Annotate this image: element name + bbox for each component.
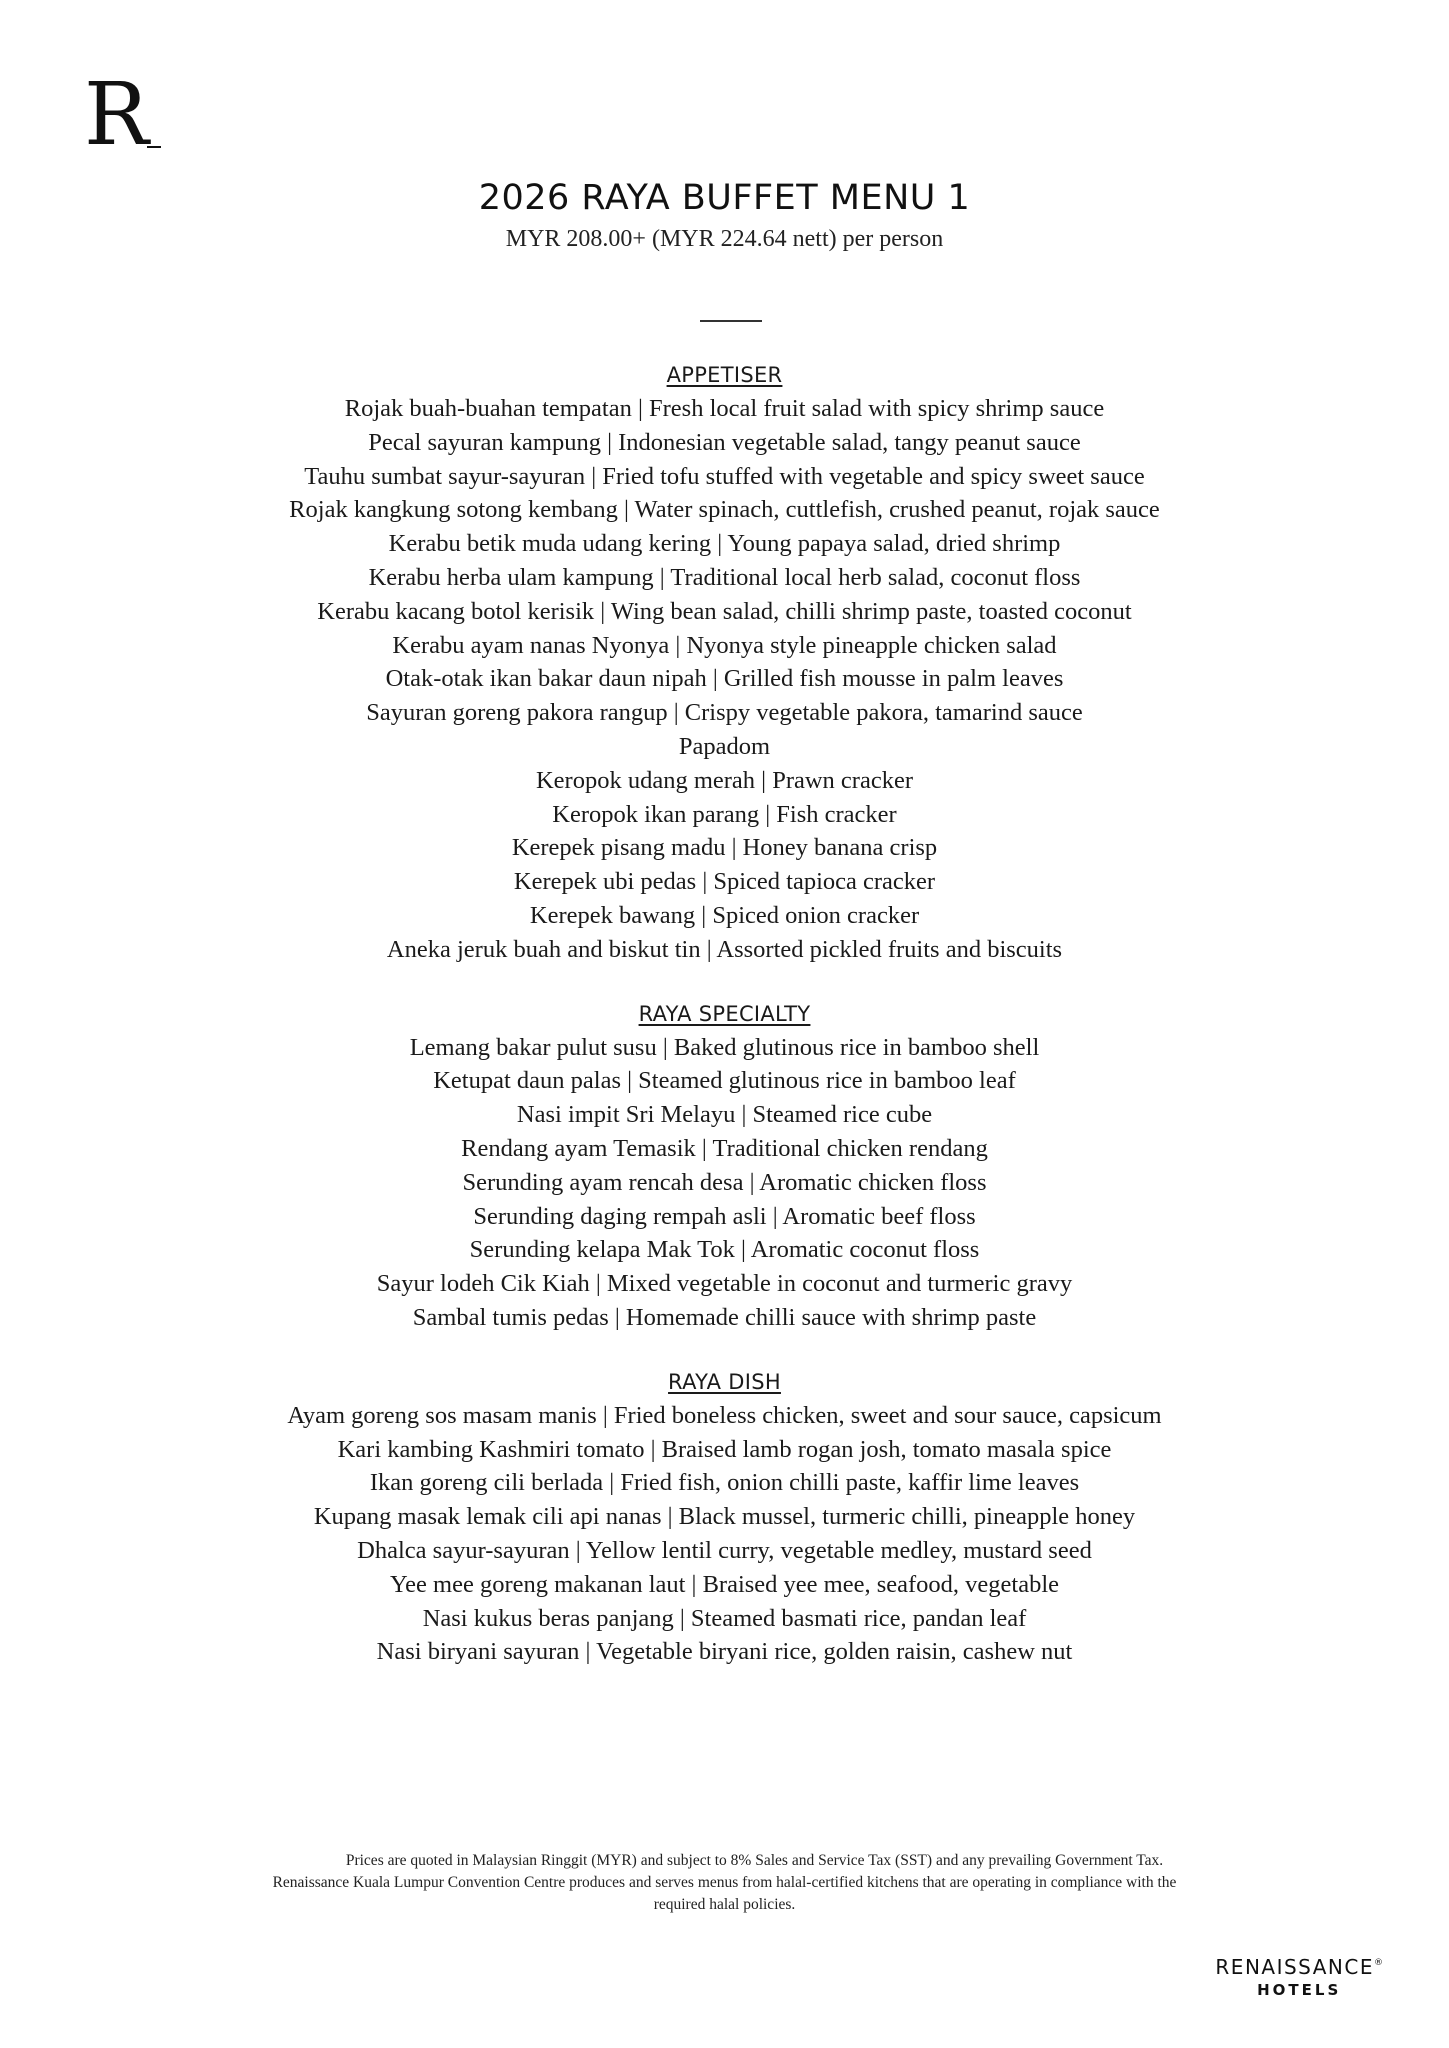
section-heading: RAYA DISH xyxy=(668,1369,781,1394)
menu-section-raya-dish xyxy=(0,1365,1449,1669)
menu-item: Pecal sayuran kampung | Indonesian vegetable salad, tangy peanut sauce xyxy=(368,428,1081,456)
menu-item: Keropok udang merah | Prawn cracker xyxy=(535,766,913,794)
menu-item: Serunding kelapa Mak Tok | Aromatic coconut floss xyxy=(469,1236,980,1264)
menu-item: Papadom xyxy=(678,732,771,760)
menu-item: Rojak kangkung sotong kembang | Water spinach, cuttlefish, crushed peanut, rojak sauce xyxy=(289,496,1160,524)
menu-item: Nasi kukus beras panjang | Steamed basmati rice, pandan leaf xyxy=(422,1604,1027,1632)
menu-item: Ikan goreng cili berlada | Fried fish, onion chilli paste, kaffir lime leaves xyxy=(369,1469,1080,1497)
menu-item: Serunding daging rempah asli | Aromatic beef floss xyxy=(473,1202,976,1230)
menu-item: Serunding ayam rencah desa | Aromatic chicken floss xyxy=(462,1168,987,1196)
footer-halal-note-cont: required halal policies. xyxy=(653,1896,796,1913)
menu-item: Keropok ikan parang | Fish cracker xyxy=(552,800,897,828)
registered-mark: ® xyxy=(1374,1958,1383,1968)
header-divider xyxy=(700,320,762,322)
menu-item: Yee mee goreng makanan laut | Braised yee mee, seafood, vegetable xyxy=(389,1570,1060,1598)
section-heading: RAYA SPECIALTY xyxy=(638,1001,811,1026)
section-heading: APPETISER xyxy=(666,363,783,387)
menu-item: Kerabu kacang botol kerisik | Wing bean salad, chilli shrimp paste, toasted coconut xyxy=(317,597,1132,625)
footer-halal-note: Renaissance Kuala Lumpur Convention Centre produces and serves menus from halal-certified kitchens that are operating in compliance with the xyxy=(272,1874,1177,1891)
menu-item: Ketupat daun palas | Steamed glutinous rice in bamboo leaf xyxy=(433,1067,1016,1095)
menu-item: Sambal tumis pedas | Homemade chilli sauce with shrimp paste xyxy=(412,1303,1037,1331)
menu-item: Dhalca sayur-sayuran | Yellow lentil curry, vegetable medley, mustard seed xyxy=(357,1536,1092,1564)
menu-item: Nasi biryani sayuran | Vegetable biryani rice, golden raisin, cashew nut xyxy=(376,1638,1073,1666)
menu-section-appetiser xyxy=(0,358,1449,967)
menu-item: Nasi impit Sri Melayu | Steamed rice cube xyxy=(516,1101,933,1129)
renaissance-hotels-logo xyxy=(1215,1950,1383,2000)
menu-item: Aneka jeruk buah and biskut tin | Assorted pickled fruits and biscuits xyxy=(386,935,1063,963)
menu-price: MYR 208.00+ (MYR 224.64 nett) per person xyxy=(505,226,944,252)
footer-notes xyxy=(0,1850,1449,1916)
menu-item: Kerepek ubi pedas | Spiced tapioca cracker xyxy=(513,868,936,896)
menu-item: Ayam goreng sos masam manis | Fried boneless chicken, sweet and sour sauce, capsicum xyxy=(287,1401,1162,1429)
menu-item: Kupang masak lemak cili api nanas | Black mussel, turmeric chilli, pineapple honey xyxy=(313,1503,1136,1531)
footer-tax-note: Prices are quoted in Malaysian Ringgit (MYR) and subject to 8% Sales and Service Tax (SST) and any prevailing Government Tax. xyxy=(345,1852,1164,1869)
brand-sub: HOTELS xyxy=(1257,1981,1342,1999)
brand-name: RENAISSANCE® xyxy=(1215,1955,1383,1979)
menu-item: Kerabu betik muda udang kering | Young papaya salad, dried shrimp xyxy=(388,530,1061,558)
menu-header xyxy=(0,176,1449,256)
brand-logo-r: R xyxy=(84,65,147,165)
menu-body xyxy=(0,358,1449,1699)
menu-item: Kerepek bawang | Spiced onion cracker xyxy=(529,901,920,929)
menu-title: 2026 RAYA BUFFET MENU 1 xyxy=(478,178,971,218)
menu-item: Lemang bakar pulut susu | Baked glutinous rice in bamboo shell xyxy=(409,1033,1040,1061)
menu-item: Sayuran goreng pakora rangup | Crispy vegetable pakora, tamarind sauce xyxy=(366,699,1083,727)
menu-item: Kerabu ayam nanas Nyonya | Nyonya style pineapple chicken salad xyxy=(392,631,1057,659)
menu-item: Tauhu sumbat sayur-sayuran | Fried tofu stuffed with vegetable and spicy sweet sauce xyxy=(304,462,1145,490)
menu-item: Rendang ayam Temasik | Traditional chicken rendang xyxy=(461,1134,988,1162)
menu-item: Rojak buah-buahan tempatan | Fresh local fruit salad with spicy shrimp sauce xyxy=(344,395,1105,422)
menu-item: Kerabu herba ulam kampung | Traditional local herb salad, coconut floss xyxy=(368,563,1081,591)
menu-section-raya-specialty xyxy=(0,997,1449,1335)
menu-item: Kerepek pisang madu | Honey banana crisp xyxy=(511,834,938,862)
menu-item: Otak-otak ikan bakar daun nipah | Grilled fish mousse in palm leaves xyxy=(385,665,1064,693)
menu-item: Kari kambing Kashmiri tomato | Braised lamb rogan josh, tomato masala spice xyxy=(337,1435,1112,1463)
menu-item: Sayur lodeh Cik Kiah | Mixed vegetable in coconut and turmeric gravy xyxy=(376,1270,1073,1298)
